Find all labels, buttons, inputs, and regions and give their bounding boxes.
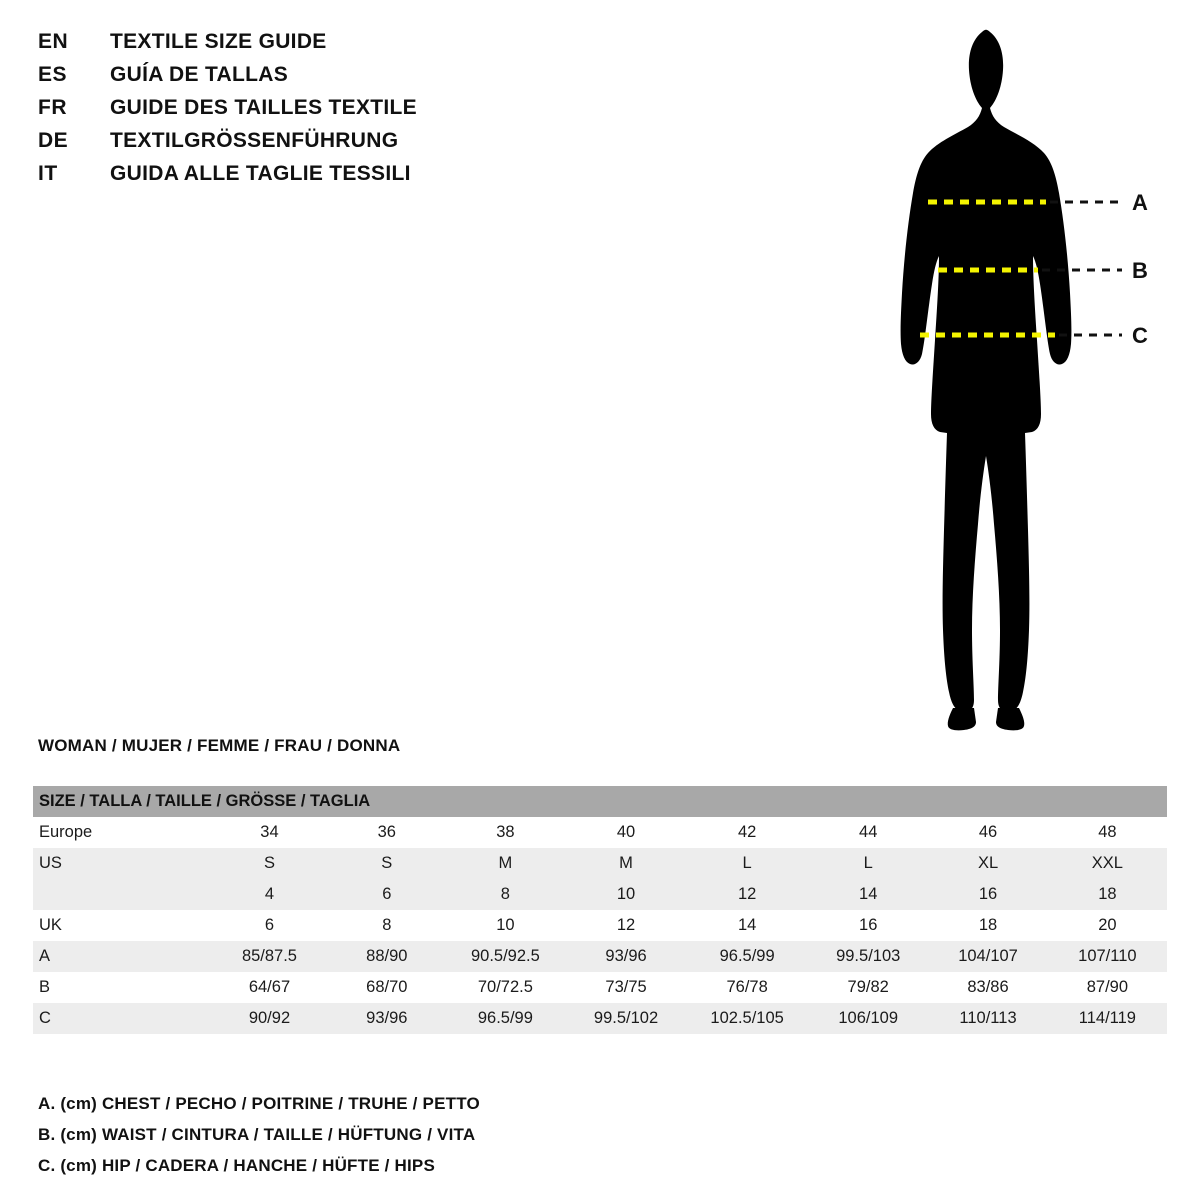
language-row-en [38, 30, 558, 63]
language-title: GUIDE DES TAILLES TEXTILE [110, 96, 417, 119]
footnote-hip: C. (cm) HIP / CADERA / HANCHE / HÜFTE / HIPS [38, 1156, 436, 1175]
language-code: FR [38, 96, 67, 119]
table-cell: 93/96 [566, 941, 686, 972]
table-row [33, 972, 1167, 1003]
table-cell: 88/90 [329, 941, 445, 972]
row-label: A [33, 941, 210, 972]
table-cell: XL [928, 848, 1047, 879]
right-foot [996, 708, 1024, 730]
language-row-it [38, 162, 558, 195]
table-cell: 99.5/102 [566, 1003, 686, 1034]
table-cell: 87/90 [1048, 972, 1167, 1003]
table-cell: 107/110 [1048, 941, 1167, 972]
table-cell: S [329, 848, 445, 879]
table-cell: 46 [928, 817, 1047, 848]
table-cell: 48 [1048, 817, 1167, 848]
table-cell: 44 [808, 817, 928, 848]
language-title: GUÍA DE TALLAS [110, 63, 289, 86]
footnote-waist: B. (cm) WAIST / CINTURA / TAILLE / HÜFTUNG / VITA [38, 1125, 476, 1144]
table-cell: 34 [210, 817, 329, 848]
language-row-es [38, 63, 558, 96]
row-label: UK [33, 910, 210, 941]
table-cell: 104/107 [928, 941, 1047, 972]
table-cell: 96.5/99 [686, 941, 808, 972]
table-cell: 38 [445, 817, 566, 848]
table-cell: 76/78 [686, 972, 808, 1003]
table-cell: 16 [808, 910, 928, 941]
table-row [33, 910, 1167, 941]
table-cell: 106/109 [808, 1003, 928, 1034]
table-cell: 40 [566, 817, 686, 848]
row-label: B [33, 972, 210, 1003]
language-title: GUIDA ALLE TAGLIE TESSILI [110, 162, 411, 185]
silhouette-shape [901, 30, 1072, 731]
table-cell: 73/75 [566, 972, 686, 1003]
table-cell: M [566, 848, 686, 879]
marker-label-b: B [1132, 258, 1148, 283]
table-cell: 18 [928, 910, 1047, 941]
table-cell: S [210, 848, 329, 879]
table-cell: 10 [566, 879, 686, 910]
row-label: C [33, 1003, 210, 1034]
body-diagram [850, 10, 1190, 750]
table-cell: 64/67 [210, 972, 329, 1003]
table-cell: 42 [686, 817, 808, 848]
language-code: ES [38, 63, 68, 86]
size-table [33, 786, 1167, 1034]
table-row [33, 1003, 1167, 1034]
table-cell: 4 [210, 879, 329, 910]
language-title: TEXTILGRÖSSENFÜHRUNG [110, 129, 399, 152]
table-cell: 20 [1048, 910, 1167, 941]
row-label: Europe [33, 817, 210, 848]
language-code: EN [38, 30, 69, 53]
table-row [33, 848, 1167, 879]
table-cell: 12 [566, 910, 686, 941]
table-cell: 68/70 [329, 972, 445, 1003]
section-caption: WOMAN / MUJER / FEMME / FRAU / DONNA [38, 736, 401, 755]
table-cell: 93/96 [329, 1003, 445, 1034]
size-table-wrapper [33, 786, 1167, 1034]
table-cell: 114/119 [1048, 1003, 1167, 1034]
table-cell: L [808, 848, 928, 879]
table-cell: XXL [1048, 848, 1167, 879]
row-label: US [33, 848, 210, 879]
table-cell: 6 [329, 879, 445, 910]
table-cell: 8 [329, 910, 445, 941]
marker-label-c: C [1132, 323, 1148, 348]
language-title: TEXTILE SIZE GUIDE [110, 30, 327, 53]
table-cell: 79/82 [808, 972, 928, 1003]
language-code: DE [38, 129, 69, 152]
table-cell: 110/113 [928, 1003, 1047, 1034]
left-foot [948, 708, 976, 730]
language-title-block [38, 30, 558, 195]
table-cell: 99.5/103 [808, 941, 928, 972]
table-row [33, 879, 1167, 910]
table-cell: 96.5/99 [445, 1003, 566, 1034]
table-row [33, 817, 1167, 848]
table-cell: 36 [329, 817, 445, 848]
table-cell: 85/87.5 [210, 941, 329, 972]
table-cell: 90.5/92.5 [445, 941, 566, 972]
table-header-row [33, 786, 1167, 817]
marker-label-a: A [1132, 190, 1148, 215]
language-code: IT [38, 162, 58, 185]
table-cell: 12 [686, 879, 808, 910]
table-cell: 8 [445, 879, 566, 910]
table-cell: 102.5/105 [686, 1003, 808, 1034]
table-cell: 70/72.5 [445, 972, 566, 1003]
table-cell: M [445, 848, 566, 879]
table-cell: 14 [808, 879, 928, 910]
table-cell: 16 [928, 879, 1047, 910]
table-cell: 14 [686, 910, 808, 941]
table-cell: 83/86 [928, 972, 1047, 1003]
table-cell: 10 [445, 910, 566, 941]
language-row-fr [38, 96, 558, 129]
table-cell: L [686, 848, 808, 879]
footnotes-block [38, 1088, 480, 1181]
language-row-de [38, 129, 558, 162]
table-cell: 90/92 [210, 1003, 329, 1034]
table-cell: 18 [1048, 879, 1167, 910]
female-body-silhouette-svg [850, 10, 1190, 750]
table-cell: 6 [210, 910, 329, 941]
row-label [33, 879, 210, 910]
table-row [33, 941, 1167, 972]
footnote-chest: A. (cm) CHEST / PECHO / POITRINE / TRUHE / PETTO [38, 1094, 480, 1113]
table-header-label: SIZE / TALLA / TAILLE / GRÖSSE / TAGLIA [33, 786, 1167, 817]
